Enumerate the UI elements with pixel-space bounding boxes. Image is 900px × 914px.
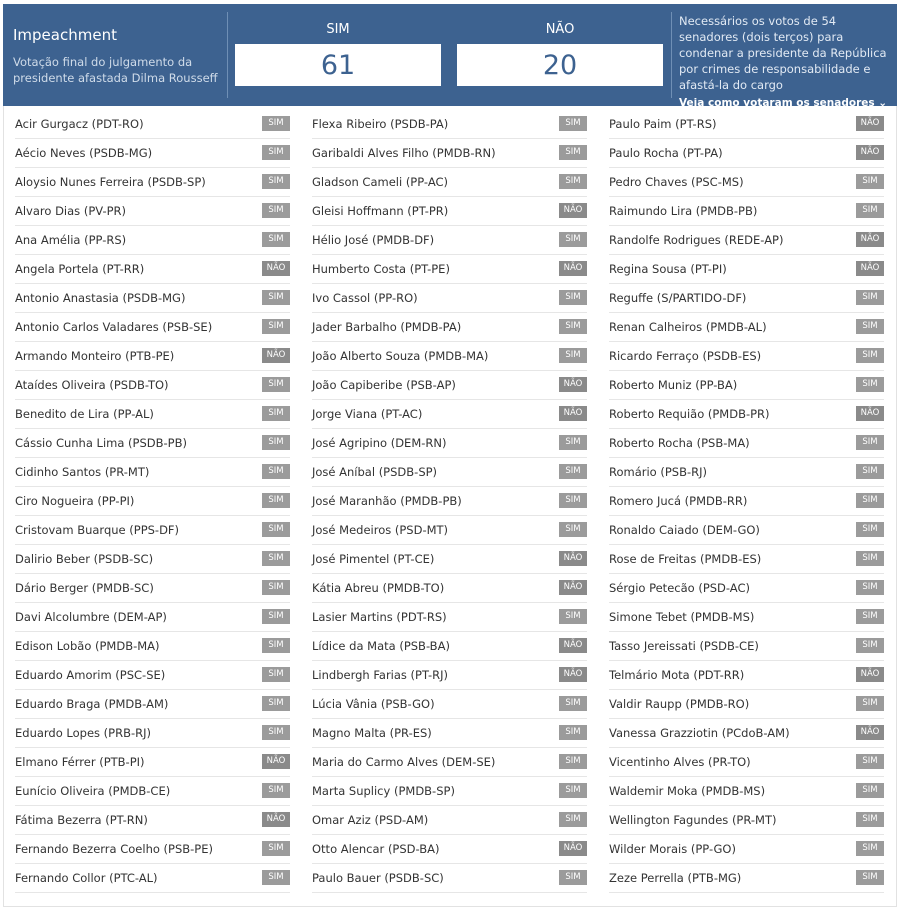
- senator-name: Benedito de Lira (PP-AL): [15, 407, 154, 421]
- vote-badge-sim: SIM: [262, 406, 290, 421]
- senator-name: Regina Sousa (PT-PI): [609, 262, 727, 276]
- senator-row: [609, 719, 884, 748]
- threshold-note: [679, 13, 893, 109]
- senator-name: Paulo Paim (PT-RS): [609, 117, 717, 131]
- vote-badge-sim: SIM: [856, 609, 884, 624]
- senator-row: [609, 603, 884, 632]
- vote-badge-sim: SIM: [559, 783, 587, 798]
- senator-name: Cristovam Buarque (PPS-DF): [15, 523, 180, 537]
- vote-badge-sim: SIM: [262, 783, 290, 798]
- vote-badge-sim: SIM: [559, 174, 587, 189]
- vote-badge-sim: SIM: [856, 522, 884, 537]
- senator-name: Romário (PSB-RJ): [609, 465, 708, 479]
- vote-badge-sim: SIM: [856, 841, 884, 856]
- senator-name: Eduardo Lopes (PRB-RJ): [15, 726, 152, 740]
- senator-name: Dalirio Beber (PSDB-SC): [15, 552, 154, 566]
- senator-name: Flexa Ribeiro (PSDB-PA): [312, 117, 449, 131]
- senator-name: Eduardo Braga (PMDB-AM): [15, 697, 169, 711]
- senator-name: Davi Alcolumbre (DEM-AP): [15, 610, 167, 624]
- vote-badge-nao: NÃO: [262, 812, 290, 827]
- vote-badge-sim: SIM: [559, 812, 587, 827]
- vote-badge-sim: SIM: [262, 667, 290, 682]
- vote-badge-sim: SIM: [856, 435, 884, 450]
- senator-row: [312, 139, 587, 168]
- senator-row: [609, 168, 884, 197]
- senator-row: [609, 864, 884, 893]
- vote-badge-sim: SIM: [559, 348, 587, 363]
- senator-name: Marta Suplicy (PMDB-SP): [312, 784, 455, 798]
- senator-name: Acir Gurgacz (PDT-RO): [15, 117, 144, 131]
- senator-row: [312, 313, 587, 342]
- senator-name: Waldemir Moka (PMDB-MS): [609, 784, 766, 798]
- senator-name: Dário Berger (PMDB-SC): [15, 581, 154, 595]
- vote-badge-nao: NÃO: [856, 232, 884, 247]
- senator-row: [609, 197, 884, 226]
- vote-badge-sim: SIM: [262, 319, 290, 334]
- senator-name: Angela Portela (PT-RR): [15, 262, 145, 276]
- senator-name: Armando Monteiro (PTB-PE): [15, 349, 175, 363]
- senator-name: Ciro Nogueira (PP-PI): [15, 494, 135, 508]
- senator-row: [312, 516, 587, 545]
- nao-label: NÃO: [545, 22, 575, 37]
- senator-row: [312, 284, 587, 313]
- senator-name: Eunício Oliveira (PMDB-CE): [15, 784, 171, 798]
- senator-row: [15, 371, 290, 400]
- vote-badge-nao: NÃO: [856, 725, 884, 740]
- vote-badge-nao: NÃO: [559, 667, 587, 682]
- senator-name: José Aníbal (PSDB-SP): [312, 465, 438, 479]
- vote-badge-sim: SIM: [856, 174, 884, 189]
- senator-name: Zeze Perrella (PTB-MG): [609, 871, 742, 885]
- senator-name: Renan Calheiros (PMDB-AL): [609, 320, 767, 334]
- senator-name: Telmário Mota (PDT-RR): [609, 668, 745, 682]
- senator-name: Ana Amélia (PP-RS): [15, 233, 127, 247]
- senator-row: [609, 487, 884, 516]
- senator-row: [312, 429, 587, 458]
- senator-name: Jorge Viana (PT-AC): [312, 407, 423, 421]
- title-block: [13, 26, 223, 86]
- senator-row: [609, 777, 884, 806]
- senator-row: [609, 429, 884, 458]
- senators-votes-link[interactable]: Veja como votaram os senadores ⌄: [679, 97, 888, 109]
- senator-name: Garibaldi Alves Filho (PMDB-RN): [312, 146, 496, 160]
- senator-row: [609, 632, 884, 661]
- senator-row: [15, 719, 290, 748]
- senator-row: [312, 806, 587, 835]
- vote-badge-sim: SIM: [559, 522, 587, 537]
- senator-row: [15, 400, 290, 429]
- vote-badge-sim: SIM: [262, 116, 290, 131]
- vote-badge-sim: SIM: [559, 464, 587, 479]
- senator-row: [609, 400, 884, 429]
- senator-row: [609, 516, 884, 545]
- senator-name: Randolfe Rodrigues (REDE-AP): [609, 233, 784, 247]
- senator-row: [312, 458, 587, 487]
- senator-row: [15, 139, 290, 168]
- senator-row: [609, 139, 884, 168]
- senator-name: Sérgio Petecão (PSD-AC): [609, 581, 750, 595]
- vote-badge-sim: SIM: [856, 551, 884, 566]
- vote-badge-sim: SIM: [559, 232, 587, 247]
- senator-name: José Medeiros (PSD-MT): [312, 523, 449, 537]
- vote-badge-sim: SIM: [559, 319, 587, 334]
- sim-count: 61: [235, 44, 441, 86]
- header-divider: [671, 12, 672, 98]
- senator-name: João Capiberibe (PSB-AP): [312, 378, 456, 392]
- senator-name: João Alberto Souza (PMDB-MA): [312, 349, 489, 363]
- senator-row: [15, 313, 290, 342]
- senator-name: Ricardo Ferraço (PSDB-ES): [609, 349, 762, 363]
- senators-column-2: [312, 110, 587, 893]
- vote-badge-sim: SIM: [262, 638, 290, 653]
- senator-row: [609, 806, 884, 835]
- vote-badge-nao: NÃO: [262, 754, 290, 769]
- senator-name: Simone Tebet (PMDB-MS): [609, 610, 755, 624]
- vote-badge-sim: SIM: [262, 174, 290, 189]
- vote-badge-nao: NÃO: [559, 551, 587, 566]
- senator-name: Gladson Cameli (PP-AC): [312, 175, 449, 189]
- vote-badge-nao: NÃO: [559, 261, 587, 276]
- senator-name: Alvaro Dias (PV-PR): [15, 204, 127, 218]
- senator-name: Omar Aziz (PSD-AM): [312, 813, 429, 827]
- senator-name: Aloysio Nunes Ferreira (PSDB-SP): [15, 175, 206, 189]
- vote-badge-nao: NÃO: [559, 203, 587, 218]
- vote-badge-sim: SIM: [856, 580, 884, 595]
- senator-name: Roberto Requião (PMDB-PR): [609, 407, 770, 421]
- page-subtitle: Votação final do julgamento da presidente afastada Dilma Rousseff: [13, 55, 218, 85]
- senator-row: [15, 864, 290, 893]
- threshold-note-text: Necessários os votos de 54 senadores (dois terços) para condenar a presidente da República por crimes de responsabilidade e afastá-la do cargo: [679, 14, 887, 92]
- vote-badge-nao: NÃO: [559, 406, 587, 421]
- senator-name: Eduardo Amorim (PSC-SE): [15, 668, 166, 682]
- senator-row: [609, 110, 884, 139]
- senator-row: [609, 458, 884, 487]
- vote-badge-sim: SIM: [559, 725, 587, 740]
- senator-name: Fernando Collor (PTC-AL): [15, 871, 158, 885]
- senator-name: Vanessa Grazziotin (PCdoB-AM): [609, 726, 790, 740]
- sim-count-block: [235, 18, 441, 86]
- vote-badge-nao: NÃO: [559, 580, 587, 595]
- senator-name: Pedro Chaves (PSC-MS): [609, 175, 744, 189]
- senator-name: Antonio Carlos Valadares (PSB-SE): [15, 320, 213, 334]
- senator-row: [609, 748, 884, 777]
- senator-row: [15, 632, 290, 661]
- senator-name: Wellington Fagundes (PR-MT): [609, 813, 777, 827]
- senator-name: Kátia Abreu (PMDB-TO): [312, 581, 445, 595]
- senator-row: [609, 255, 884, 284]
- senator-name: José Agripino (DEM-RN): [312, 436, 447, 450]
- senator-name: Jader Barbalho (PMDB-PA): [312, 320, 462, 334]
- vote-badge-sim: SIM: [559, 290, 587, 305]
- senator-name: Tasso Jereissati (PSDB-CE): [609, 639, 759, 653]
- senator-row: [609, 342, 884, 371]
- senator-row: [312, 168, 587, 197]
- senator-name: Raimundo Lira (PMDB-PB): [609, 204, 758, 218]
- senator-name: Lindbergh Farias (PT-RJ): [312, 668, 448, 682]
- senator-name: Maria do Carmo Alves (DEM-SE): [312, 755, 496, 769]
- vote-badge-sim: SIM: [559, 116, 587, 131]
- vote-badge-sim: SIM: [262, 377, 290, 392]
- senator-row: [609, 661, 884, 690]
- senator-name: Edison Lobão (PMDB-MA): [15, 639, 160, 653]
- senator-name: Hélio José (PMDB-DF): [312, 233, 435, 247]
- vote-badge-sim: SIM: [856, 783, 884, 798]
- vote-badge-nao: NÃO: [856, 667, 884, 682]
- vote-badge-sim: SIM: [856, 290, 884, 305]
- vote-badge-nao: NÃO: [856, 261, 884, 276]
- vote-badge-sim: SIM: [856, 348, 884, 363]
- vote-badge-sim: SIM: [559, 435, 587, 450]
- senator-row: [15, 835, 290, 864]
- senator-row: [312, 777, 587, 806]
- senator-name: Ronaldo Caiado (DEM-GO): [609, 523, 760, 537]
- senator-name: Fernando Bezerra Coelho (PSB-PE): [15, 842, 213, 856]
- vote-badge-sim: SIM: [559, 145, 587, 160]
- senator-row: [15, 516, 290, 545]
- senator-row: [15, 255, 290, 284]
- senator-row: [609, 371, 884, 400]
- vote-badge-sim: SIM: [262, 145, 290, 160]
- senator-name: Humberto Costa (PT-PE): [312, 262, 450, 276]
- vote-badge-sim: SIM: [262, 232, 290, 247]
- senator-row: [312, 400, 587, 429]
- senator-row: [15, 284, 290, 313]
- senator-row: [15, 748, 290, 777]
- vote-badge-sim: SIM: [262, 522, 290, 537]
- senator-row: [15, 661, 290, 690]
- vote-header: [3, 4, 897, 109]
- senator-name: Roberto Muniz (PP-BA): [609, 378, 738, 392]
- senator-name: Magno Malta (PR-ES): [312, 726, 432, 740]
- nao-count-block: [457, 18, 663, 86]
- senator-name: Ataídes Oliveira (PSDB-TO): [15, 378, 169, 392]
- vote-badge-sim: SIM: [262, 725, 290, 740]
- senator-row: [312, 545, 587, 574]
- nao-count: 20: [457, 44, 663, 86]
- page-title: Impeachment: [13, 26, 117, 44]
- vote-badge-sim: SIM: [262, 435, 290, 450]
- senator-name: Roberto Rocha (PSB-MA): [609, 436, 750, 450]
- senator-row: [312, 632, 587, 661]
- vote-badge-sim: SIM: [262, 493, 290, 508]
- senator-name: Elmano Férrer (PTB-PI): [15, 755, 145, 769]
- senator-name: Paulo Rocha (PT-PA): [609, 146, 723, 160]
- senator-row: [609, 313, 884, 342]
- vote-badge-sim: SIM: [262, 841, 290, 856]
- senator-row: [609, 226, 884, 255]
- senator-row: [15, 110, 290, 139]
- vote-badge-sim: SIM: [856, 812, 884, 827]
- senator-name: Aécio Neves (PSDB-MG): [15, 146, 153, 160]
- senator-name: Otto Alencar (PSD-BA): [312, 842, 440, 856]
- vote-badge-nao: NÃO: [559, 638, 587, 653]
- senator-row: [15, 197, 290, 226]
- sim-label: SIM: [326, 22, 350, 37]
- senator-name: Romero Jucá (PMDB-RR): [609, 494, 748, 508]
- vote-badge-sim: SIM: [559, 870, 587, 885]
- senator-name: Rose de Freitas (PMDB-ES): [609, 552, 762, 566]
- vote-badge-sim: SIM: [262, 203, 290, 218]
- senator-row: [15, 226, 290, 255]
- vote-badge-nao: NÃO: [856, 145, 884, 160]
- vote-badge-sim: SIM: [856, 203, 884, 218]
- senator-row: [312, 487, 587, 516]
- senator-name: Paulo Bauer (PSDB-SC): [312, 871, 444, 885]
- senator-row: [312, 197, 587, 226]
- senator-row: [312, 371, 587, 400]
- senator-row: [15, 342, 290, 371]
- vote-badge-nao: NÃO: [559, 377, 587, 392]
- senators-column-3: [609, 110, 884, 893]
- senator-name: Gleisi Hoffmann (PT-PR): [312, 204, 449, 218]
- vote-badge-sim: SIM: [559, 493, 587, 508]
- senator-name: José Maranhão (PMDB-PB): [312, 494, 462, 508]
- senator-row: [609, 835, 884, 864]
- senator-name: Cássio Cunha Lima (PSDB-PB): [15, 436, 187, 450]
- vote-badge-sim: SIM: [262, 870, 290, 885]
- senator-name: Antonio Anastasia (PSDB-MG): [15, 291, 186, 305]
- senator-row: [312, 110, 587, 139]
- vote-badge-sim: SIM: [262, 580, 290, 595]
- senator-name: Reguffe (S/PARTIDO-DF): [609, 291, 747, 305]
- vote-badge-sim: SIM: [559, 696, 587, 711]
- senator-name: Vicentinho Alves (PR-TO): [609, 755, 751, 769]
- senators-column-1: [15, 110, 290, 893]
- senator-row: [15, 574, 290, 603]
- vote-badge-sim: SIM: [262, 551, 290, 566]
- vote-badge-sim: SIM: [856, 464, 884, 479]
- senator-row: [15, 168, 290, 197]
- senator-row: [312, 255, 587, 284]
- senator-row: [609, 284, 884, 313]
- vote-badge-sim: SIM: [856, 696, 884, 711]
- vote-badge-sim: SIM: [856, 870, 884, 885]
- senator-row: [15, 458, 290, 487]
- senator-row: [312, 226, 587, 255]
- senator-name: Lídice da Mata (PSB-BA): [312, 639, 450, 653]
- vote-badge-sim: SIM: [856, 377, 884, 392]
- senator-row: [15, 487, 290, 516]
- senator-name: Lasier Martins (PDT-RS): [312, 610, 447, 624]
- senator-row: [15, 603, 290, 632]
- senator-row: [15, 806, 290, 835]
- vote-badge-nao: NÃO: [262, 348, 290, 363]
- senator-row: [312, 603, 587, 632]
- senator-row: [312, 661, 587, 690]
- vote-badge-sim: SIM: [262, 464, 290, 479]
- vote-badge-sim: SIM: [262, 696, 290, 711]
- vote-badge-sim: SIM: [856, 319, 884, 334]
- senator-row: [609, 545, 884, 574]
- vote-badge-sim: SIM: [856, 754, 884, 769]
- senator-row: [312, 574, 587, 603]
- vote-badge-nao: NÃO: [856, 406, 884, 421]
- senator-name: Wilder Morais (PP-GO): [609, 842, 736, 856]
- senator-row: [312, 864, 587, 893]
- vote-badge-nao: NÃO: [559, 841, 587, 856]
- senator-row: [312, 690, 587, 719]
- header-divider: [227, 12, 228, 98]
- senator-row: [312, 342, 587, 371]
- senator-name: Valdir Raupp (PMDB-RO): [609, 697, 750, 711]
- vote-badge-nao: NÃO: [262, 261, 290, 276]
- senator-name: Ivo Cassol (PP-RO): [312, 291, 418, 305]
- vote-badge-sim: SIM: [262, 609, 290, 624]
- senator-name: Cidinho Santos (PR-MT): [15, 465, 150, 479]
- vote-badge-sim: SIM: [856, 493, 884, 508]
- senator-name: Lúcia Vânia (PSB-GO): [312, 697, 435, 711]
- vote-badge-sim: SIM: [262, 290, 290, 305]
- senator-row: [15, 545, 290, 574]
- senator-row: [609, 574, 884, 603]
- senator-row: [15, 777, 290, 806]
- senator-row: [312, 748, 587, 777]
- vote-badge-nao: NÃO: [856, 116, 884, 131]
- vote-badge-sim: SIM: [856, 638, 884, 653]
- vote-badge-sim: SIM: [559, 754, 587, 769]
- senator-row: [15, 690, 290, 719]
- senator-row: [312, 835, 587, 864]
- senator-row: [609, 690, 884, 719]
- vote-badge-sim: SIM: [559, 609, 587, 624]
- senator-name: Fátima Bezerra (PT-RN): [15, 813, 148, 827]
- senator-row: [15, 429, 290, 458]
- senator-name: José Pimentel (PT-CE): [312, 552, 435, 566]
- senator-row: [312, 719, 587, 748]
